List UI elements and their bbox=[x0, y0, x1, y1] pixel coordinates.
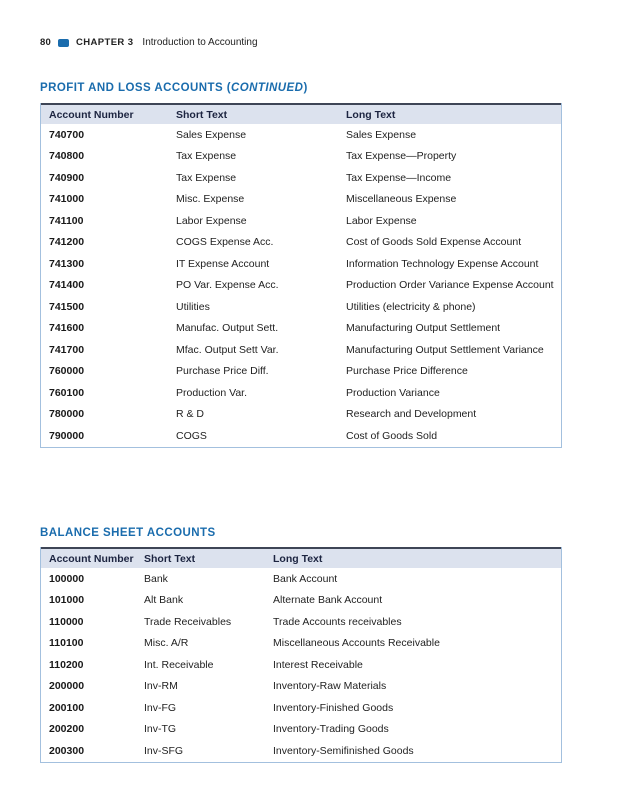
account-number-cell: 110000 bbox=[49, 615, 84, 628]
table-row bbox=[41, 676, 561, 698]
long-text-cell: Inventory-Raw Materials bbox=[273, 680, 387, 693]
column-header-short-text: Short Text bbox=[176, 108, 228, 121]
table-header-row bbox=[41, 103, 561, 124]
table-row bbox=[41, 210, 561, 232]
account-number-cell: 110200 bbox=[49, 658, 84, 671]
table-body bbox=[41, 124, 561, 447]
long-text-cell: Trade Accounts receivables bbox=[273, 615, 402, 628]
short-text-cell: Inv-FG bbox=[144, 701, 177, 714]
account-number-cell: 741300 bbox=[49, 257, 85, 270]
table-body bbox=[41, 568, 561, 762]
short-text-cell: Purchase Price Diff. bbox=[176, 365, 269, 378]
balance-sheet-accounts-table bbox=[40, 547, 562, 763]
column-header-long-text: Long Text bbox=[273, 552, 323, 565]
long-text-cell: Production Variance bbox=[346, 386, 440, 399]
short-text-cell: Inv-RM bbox=[144, 680, 178, 693]
long-text-cell: Production Order Variance Expense Account bbox=[346, 279, 554, 292]
long-text-cell: Inventory-Trading Goods bbox=[273, 723, 389, 736]
short-text-cell: Misc. A/R bbox=[144, 637, 189, 650]
long-text-cell: Inventory-Semifinished Goods bbox=[273, 744, 414, 757]
account-number-cell: 740900 bbox=[49, 171, 85, 184]
long-text-cell: Bank Account bbox=[273, 572, 338, 585]
table-row bbox=[41, 167, 561, 189]
short-text-cell: Manufac. Output Sett. bbox=[176, 322, 279, 335]
running-head bbox=[40, 37, 258, 48]
short-text-cell: Alt Bank bbox=[144, 594, 184, 607]
chapter-label: CHAPTER 3 bbox=[75, 37, 134, 48]
long-text-cell: Sales Expense bbox=[346, 128, 417, 141]
table-header-row bbox=[41, 547, 561, 568]
long-text-cell: Labor Expense bbox=[346, 214, 417, 227]
long-text-cell: Miscellaneous Expense bbox=[346, 193, 457, 206]
account-number-cell: 741600 bbox=[49, 322, 85, 335]
table-row bbox=[41, 404, 561, 426]
account-number-cell: 741200 bbox=[49, 236, 85, 249]
account-number-cell: 110100 bbox=[49, 637, 84, 650]
account-number-cell: 740800 bbox=[49, 150, 85, 163]
section-title-text: PROFIT AND LOSS ACCOUNTS ( bbox=[40, 82, 232, 94]
long-text-cell: Alternate Bank Account bbox=[273, 594, 383, 607]
short-text-cell: COGS bbox=[176, 429, 207, 442]
account-number-cell: 741500 bbox=[49, 300, 85, 313]
table-row bbox=[41, 253, 561, 275]
table-row bbox=[41, 719, 561, 741]
table-row bbox=[41, 318, 561, 340]
short-text-cell: Inv-TG bbox=[144, 723, 177, 736]
table-row bbox=[41, 611, 561, 633]
short-text-cell: Bank bbox=[144, 572, 168, 585]
long-text-cell: Information Technology Expense Account bbox=[346, 257, 539, 270]
account-number-cell: 101000 bbox=[49, 594, 85, 607]
long-text-cell: Research and Development bbox=[346, 408, 477, 421]
table-row bbox=[41, 633, 561, 655]
column-header-account-number: Account Number bbox=[49, 108, 134, 121]
table-row bbox=[41, 232, 561, 254]
table-row bbox=[41, 697, 561, 719]
account-number-cell: 741000 bbox=[49, 193, 85, 206]
table-row bbox=[41, 189, 561, 211]
table-row bbox=[41, 361, 561, 383]
short-text-cell: Tax Expense bbox=[176, 150, 237, 163]
account-number-cell: 740700 bbox=[49, 128, 85, 141]
page-number: 80 bbox=[40, 37, 51, 48]
long-text-cell: Interest Receivable bbox=[273, 658, 363, 671]
section-title-close-paren: ) bbox=[303, 82, 308, 94]
table-row bbox=[41, 740, 561, 762]
long-text-cell: Manufacturing Output Settlement Variance bbox=[346, 343, 544, 356]
table-row bbox=[41, 296, 561, 318]
account-number-cell: 780000 bbox=[49, 408, 85, 421]
long-text-cell: Tax Expense—Income bbox=[346, 171, 452, 184]
section-title-continued: CONTINUED bbox=[231, 82, 304, 94]
short-text-cell: Mfac. Output Sett Var. bbox=[176, 343, 279, 356]
short-text-cell: IT Expense Account bbox=[176, 257, 270, 270]
account-number-cell: 741400 bbox=[49, 279, 85, 292]
long-text-cell: Cost of Goods Sold Expense Account bbox=[346, 236, 522, 249]
long-text-cell: Utilities (electricity & phone) bbox=[346, 300, 476, 313]
short-text-cell: Sales Expense bbox=[176, 128, 247, 141]
account-number-cell: 741700 bbox=[49, 343, 85, 356]
short-text-cell: Production Var. bbox=[176, 386, 248, 399]
table-row bbox=[41, 339, 561, 361]
column-header-short-text: Short Text bbox=[144, 552, 196, 565]
table-row bbox=[41, 146, 561, 168]
account-number-cell: 790000 bbox=[49, 429, 85, 442]
short-text-cell: COGS Expense Acc. bbox=[176, 236, 274, 249]
profit-loss-accounts-table bbox=[40, 103, 562, 448]
short-text-cell: Int. Receivable bbox=[144, 658, 214, 671]
account-number-cell: 760100 bbox=[49, 386, 85, 399]
account-number-cell: 760000 bbox=[49, 365, 85, 378]
long-text-cell: Cost of Goods Sold bbox=[346, 429, 438, 442]
long-text-cell: Inventory-Finished Goods bbox=[273, 701, 394, 714]
short-text-cell: Misc. Expense bbox=[176, 193, 245, 206]
long-text-cell: Purchase Price Difference bbox=[346, 365, 468, 378]
short-text-cell: Utilities bbox=[176, 300, 210, 313]
table-row bbox=[41, 590, 561, 612]
table-row bbox=[41, 124, 561, 146]
short-text-cell: Trade Receivables bbox=[144, 615, 232, 628]
account-number-cell: 741100 bbox=[49, 214, 84, 227]
short-text-cell: Tax Expense bbox=[176, 171, 237, 184]
long-text-cell: Miscellaneous Accounts Receivable bbox=[273, 637, 440, 650]
table-row bbox=[41, 425, 561, 447]
short-text-cell: Inv-SFG bbox=[144, 744, 184, 757]
table-row bbox=[41, 275, 561, 297]
chapter-bullet-icon bbox=[58, 39, 69, 47]
table-row bbox=[41, 568, 561, 590]
chapter-subtitle: Introduction to Accounting bbox=[142, 37, 258, 48]
account-number-cell: 100000 bbox=[49, 572, 85, 585]
column-header-long-text: Long Text bbox=[346, 108, 396, 121]
table-row bbox=[41, 382, 561, 404]
table-row bbox=[41, 654, 561, 676]
account-number-cell: 200300 bbox=[49, 744, 85, 757]
short-text-cell: R & D bbox=[176, 408, 205, 421]
account-number-cell: 200200 bbox=[49, 723, 85, 736]
long-text-cell: Manufacturing Output Settlement bbox=[346, 322, 501, 335]
section-title-profit-loss bbox=[40, 82, 308, 94]
short-text-cell: Labor Expense bbox=[176, 214, 247, 227]
account-number-cell: 200100 bbox=[49, 701, 85, 714]
long-text-cell: Tax Expense—Property bbox=[346, 150, 457, 163]
short-text-cell: PO Var. Expense Acc. bbox=[176, 279, 279, 292]
section-title-balance-sheet: BALANCE SHEET ACCOUNTS bbox=[40, 527, 216, 539]
account-number-cell: 200000 bbox=[49, 680, 85, 693]
column-header-account-number: Account Number bbox=[49, 552, 134, 565]
